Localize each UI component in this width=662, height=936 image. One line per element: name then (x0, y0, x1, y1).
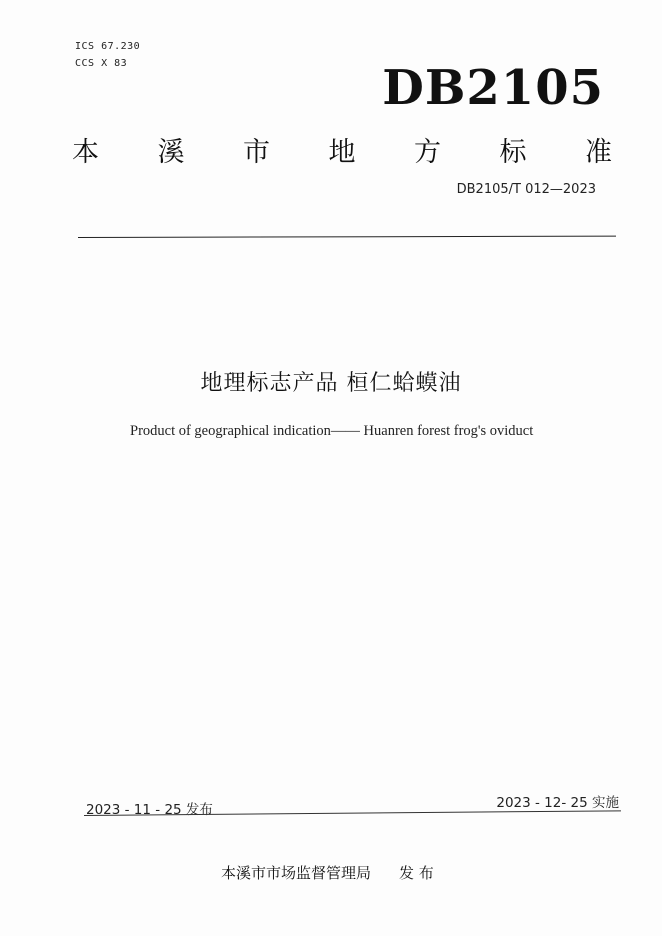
publisher-name: 本溪市市场监督管理局 (221, 864, 372, 882)
title-chinese: 地理标志产品 桓仁蛤蟆油 (200, 371, 462, 396)
publisher-action: 发 布 (399, 864, 434, 882)
title-english: Product of geographical indication—— Huanren forest frog's oviduct (130, 423, 534, 439)
standard-type-char: 溪 (157, 137, 185, 168)
issue-date: 2023 - 11 - 25 发布 (86, 802, 213, 818)
standard-type-char: 地 (328, 137, 356, 168)
publisher-line (221, 862, 434, 883)
standard-type-char: 方 (414, 137, 441, 168)
standard-type-char: 市 (243, 137, 270, 168)
standard-type-char: 准 (585, 137, 612, 168)
implement-date: 2023 - 12- 25 实施 (496, 795, 619, 811)
ics-code: ICS 67.230 (75, 41, 141, 52)
standard-code: DB2105/T 012—2023 (456, 182, 596, 197)
top-divider (78, 236, 616, 238)
standard-type-char: 标 (499, 137, 527, 168)
standard-type-char: 本 (72, 137, 99, 168)
db-logo: DB2105 (382, 60, 604, 116)
standard-type-heading (72, 130, 612, 169)
ccs-code: CCS X 83 (75, 58, 128, 69)
